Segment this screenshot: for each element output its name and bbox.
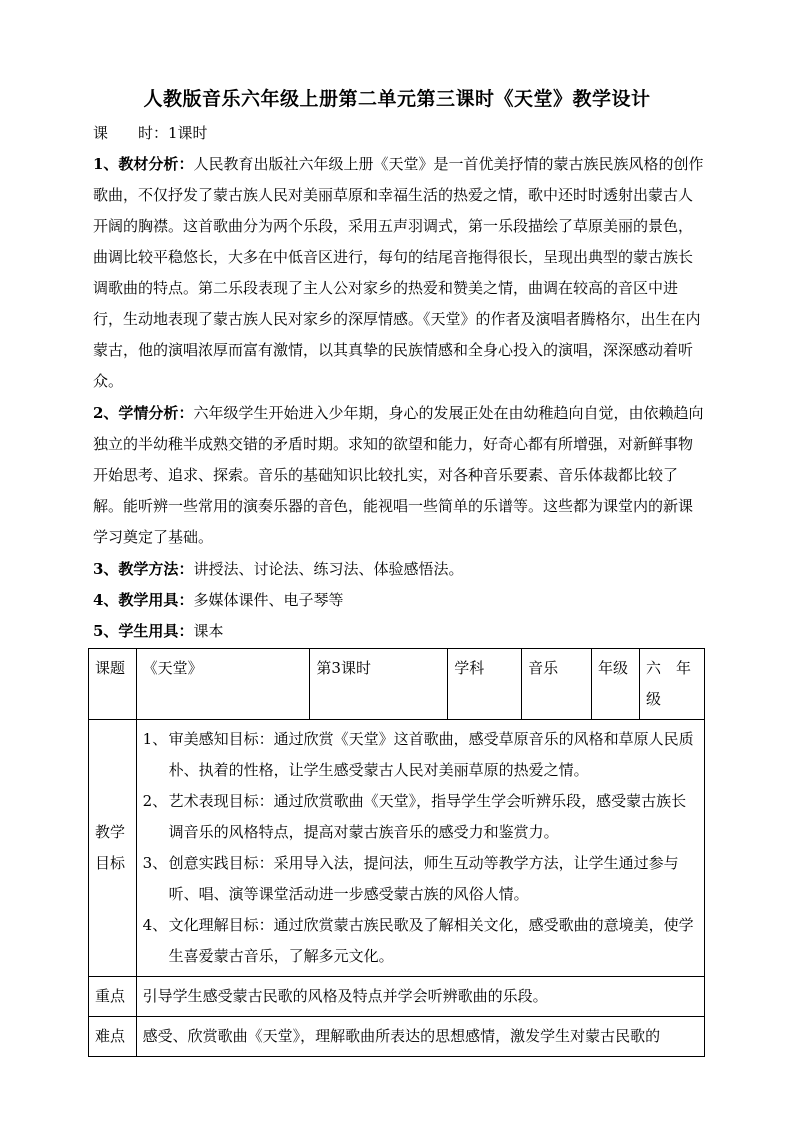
subject-label: 学科 (448, 649, 522, 720)
goal-item (143, 724, 698, 786)
section-student-analysis (93, 398, 705, 553)
topic-value: 《天堂》 (136, 649, 310, 720)
section-teaching-methods (93, 554, 705, 585)
goal-number: 1、 (142, 730, 168, 748)
section-label: 1、教材分析： (93, 155, 194, 173)
grade-value-line-2: 级 (646, 690, 662, 708)
goals-content (136, 720, 704, 977)
section-text: 六年级学生开始进入少年期，身心的发展正处在由幼稚趋向自觉，由依赖趋向独立的半幼稚半成熟交错的矛盾时期。求知的欲望和能力，好奇心都有所增强，对新鲜事物开始思考、追求、探索。音乐的基础知识比较扎实，对各种音乐要素、音乐体裁都比较了解。能听辨一些常用的演奏乐器的音色，能视唱一些简单的乐谱等。这些都为课堂内的新课学习奠定了基础。 (93, 404, 704, 546)
section-label: 3、教学方法： (93, 560, 194, 578)
difficulty-row (89, 1017, 705, 1057)
goal-item (143, 786, 698, 848)
goals-label-line-1: 教学 (95, 823, 126, 841)
subject-value: 音乐 (522, 649, 592, 720)
grade-label: 年级 (592, 649, 640, 720)
section-teaching-tools (93, 585, 705, 616)
section-text: 多媒体课件、电子琴等 (193, 591, 344, 609)
goal-number: 4、 (142, 916, 168, 934)
document-title: 人教版音乐六年级上册第二单元第三课时《天堂》教学设计 (143, 88, 651, 110)
goal-text: 艺术表现目标：通过欣赏歌曲《天堂》，指导学生学会听辨乐段，感受蒙古族长调音乐的风格特点，提高对蒙古族音乐的感受力和鉴赏力。 (168, 792, 687, 841)
difficulty-label: 难点 (89, 1017, 137, 1057)
section-label: 4、教学用具： (93, 591, 194, 609)
goal-text: 文化理解目标：通过欣赏蒙古族民歌及了解相关文化，感受歌曲的意境美，使学生喜爱蒙古音乐，了解多元文化。 (168, 916, 694, 965)
section-text: 人民教育出版社六年级上册《天堂》是一首优美抒情的蒙古族民族风格的创作歌曲，不仅抒发了蒙古族人民对美丽草原和幸福生活的热爱之情，歌中还时时透射出蒙古人开阔的胸襟。这首歌曲分为两个乐段，采用五声羽调式，第一乐段描绘了草原美丽的景色，曲调比较平稳悠长，大多在中低音区进行，每句的结尾音拖得很长，呈现出典型的蒙古族长调歌曲的特点。第二乐段表现了主人公对家乡的热爱和赞美之情，曲调在较高的音区中进行，生动地表现了蒙古族人民对家乡的深厚情感。《天堂》的作者及演唱者腾格尔，出生在内蒙古，他的演唱浓厚而富有激情，以其真挚的民族情感和全身心投入的演唱，深深感动着听众。 (93, 155, 704, 390)
key-point-row (89, 977, 705, 1017)
section-label: 5、学生用具： (93, 622, 194, 640)
grade-value (640, 649, 705, 720)
goals-label-line-2: 目标 (95, 854, 126, 872)
goals-row (89, 720, 705, 977)
lesson-hours-label: 课 时： (93, 124, 169, 142)
grade-value-line-1: 六 年 (646, 659, 692, 677)
lesson-plan-table (88, 648, 705, 1057)
goal-number: 3、 (142, 854, 168, 872)
lesson-number: 第3课时 (310, 649, 448, 720)
goal-item (143, 848, 698, 910)
section-textbook-analysis (93, 149, 705, 397)
key-point-label: 重点 (89, 977, 137, 1017)
lesson-hours-value: 1课时 (168, 124, 208, 142)
lesson-hours (93, 118, 705, 149)
goal-number: 2、 (142, 792, 168, 810)
section-label: 2、学情分析： (93, 404, 194, 422)
difficulty-text: 感受、欣赏歌曲《天堂》，理解歌曲所表达的思想感情，激发学生对蒙古民歌的 (136, 1017, 704, 1057)
section-text: 课本 (193, 622, 224, 640)
key-point-text: 引导学生感受蒙古民歌的风格及特点并学会听辨歌曲的乐段。 (136, 977, 704, 1017)
goal-text: 创意实践目标：采用导入法，提问法，师生互动等教学方法，让学生通过参与听、唱、演等课堂活动进一步感受蒙古族的风俗人情。 (168, 854, 679, 903)
topic-label: 课题 (89, 649, 137, 720)
section-text: 讲授法、讨论法、练习法、体验感悟法。 (193, 560, 464, 578)
goals-label (89, 720, 137, 977)
goal-text: 审美感知目标：通过欣赏《天堂》这首歌曲，感受草原音乐的风格和草原人民质朴、执着的性格，让学生感受蒙古人民对美丽草原的热爱之情。 (168, 730, 694, 779)
section-student-tools (93, 616, 705, 647)
table-header-row (89, 649, 705, 720)
goal-item (143, 910, 698, 972)
